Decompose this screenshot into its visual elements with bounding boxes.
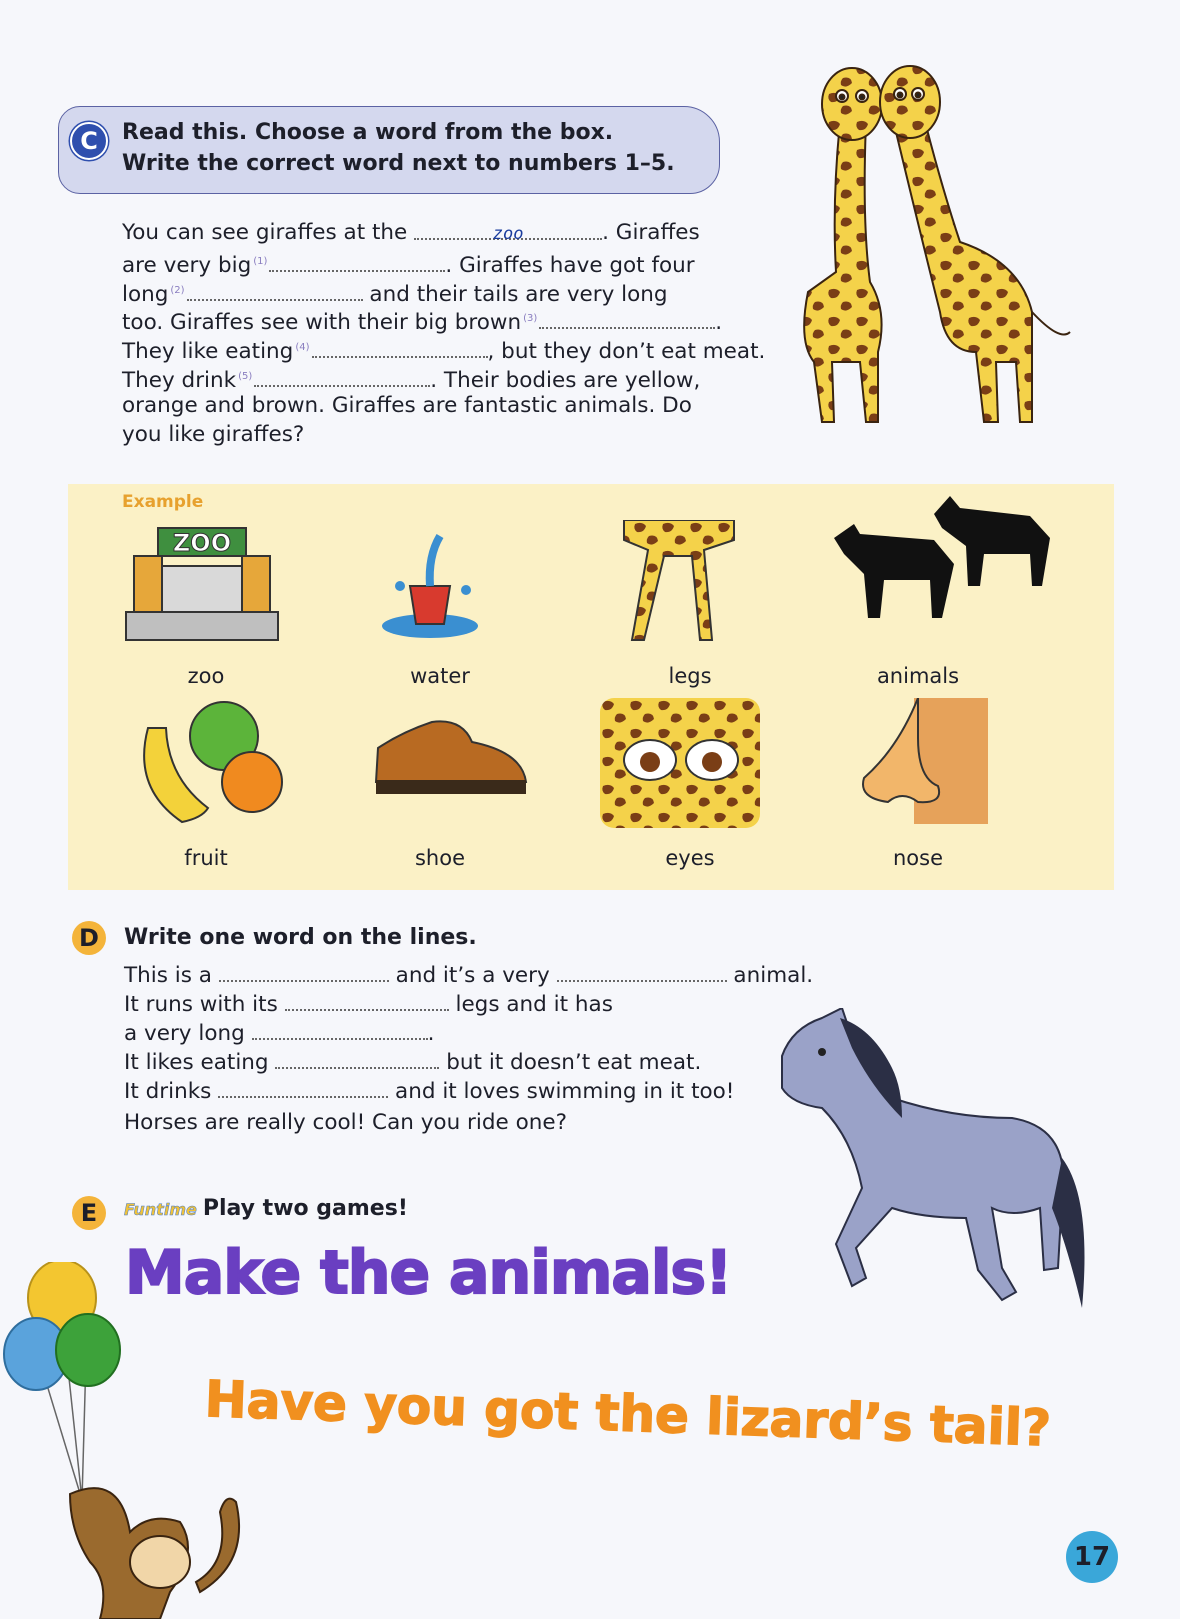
word-legs: legs: [668, 664, 712, 688]
zoo-gate-icon: [122, 520, 282, 644]
d-line-5: Horses are really cool! Can you ride one?: [124, 1110, 567, 1135]
section-e-badge: E: [72, 1196, 106, 1230]
game2-title: Have you got the lizard’s tail?: [203, 1370, 1052, 1458]
word-fruit: fruit: [184, 846, 228, 870]
d-blank-6[interactable]: [218, 1078, 388, 1098]
passage-line-3: too. Giraffes see with their big brown $^{(3)}$ .: [122, 310, 723, 336]
example-label: Example: [122, 492, 204, 512]
d-blank-4[interactable]: [252, 1020, 428, 1040]
game1-title: Make the animals!: [125, 1238, 732, 1308]
example-answer-blank: zoo: [414, 220, 602, 240]
zoo-sign-text: ZOO: [172, 529, 232, 557]
word-nose: nose: [892, 846, 944, 870]
passage-line-4: They like eating $^{(4)}$ , but they don’t eat meat.: [122, 339, 766, 365]
d-line-3: It likes eating but it doesn’t eat meat.: [124, 1050, 702, 1075]
word-zoo: zoo: [187, 664, 225, 688]
d-blank-1[interactable]: [219, 962, 389, 982]
answer-blank-1[interactable]: [269, 252, 445, 272]
section-e-title: Play two games!: [202, 1196, 408, 1221]
water-bucket-icon: [370, 516, 500, 646]
passage-line-0: You can see giraffes at the zoo . Giraffes: [122, 220, 700, 245]
section-c-badge: C: [70, 122, 108, 160]
animals-silhouette-icon: [824, 494, 1084, 644]
section-d-badge: D: [72, 921, 106, 955]
giraffes-illustration: [770, 62, 1110, 462]
word-animals: animals: [876, 664, 960, 688]
horse-illustration: [752, 1008, 1112, 1338]
instruction-line-1: Read this. Choose a word from the box.: [122, 120, 614, 145]
d-line-1: It runs with its legs and it has: [124, 992, 613, 1017]
word-eyes: eyes: [665, 846, 715, 870]
passage-line-1: are very big $^{(1)}$ . Giraffes have got four: [122, 253, 695, 279]
word-shoe: shoe: [414, 846, 466, 870]
giraffe-eyes-icon: [600, 698, 760, 828]
giraffe-legs-icon: [604, 520, 754, 644]
answer-blank-3[interactable]: [539, 309, 715, 329]
section-d-title: Write one word on the lines.: [124, 925, 477, 950]
monkey-balloons-illustration: [0, 1262, 260, 1619]
passage-line-7: you like giraffes?: [122, 422, 305, 447]
answer-blank-2[interactable]: [187, 281, 363, 301]
passage-line-6: orange and brown. Giraffes are fantastic animals. Do: [122, 393, 692, 418]
passage-line-5: They drink $^{(5)}$ . Their bodies are yellow,: [122, 368, 701, 394]
d-line-2: a very long .: [124, 1021, 435, 1046]
nose-icon: [858, 698, 988, 828]
section-e-title-row: [124, 1196, 408, 1221]
d-line-4: It drinks and it loves swimming in it too!: [124, 1079, 735, 1104]
d-line-0: This is a and it’s a very animal.: [124, 963, 814, 988]
word-water: water: [410, 664, 470, 688]
instruction-line-2: Write the correct word next to numbers 1–5.: [122, 151, 675, 176]
d-blank-3[interactable]: [285, 991, 449, 1011]
d-blank-5[interactable]: [275, 1049, 439, 1069]
d-blank-2[interactable]: [557, 962, 727, 982]
shoe-icon: [372, 712, 532, 804]
answer-blank-4[interactable]: [312, 338, 488, 358]
answer-blank-5[interactable]: [254, 367, 430, 387]
passage-line-2: long $^{(2)}$ and their tails are very long: [122, 282, 668, 308]
page-number: 17: [1066, 1531, 1118, 1583]
fruit-icon: [132, 698, 292, 828]
funtime-logo: Funtime: [124, 1200, 197, 1219]
